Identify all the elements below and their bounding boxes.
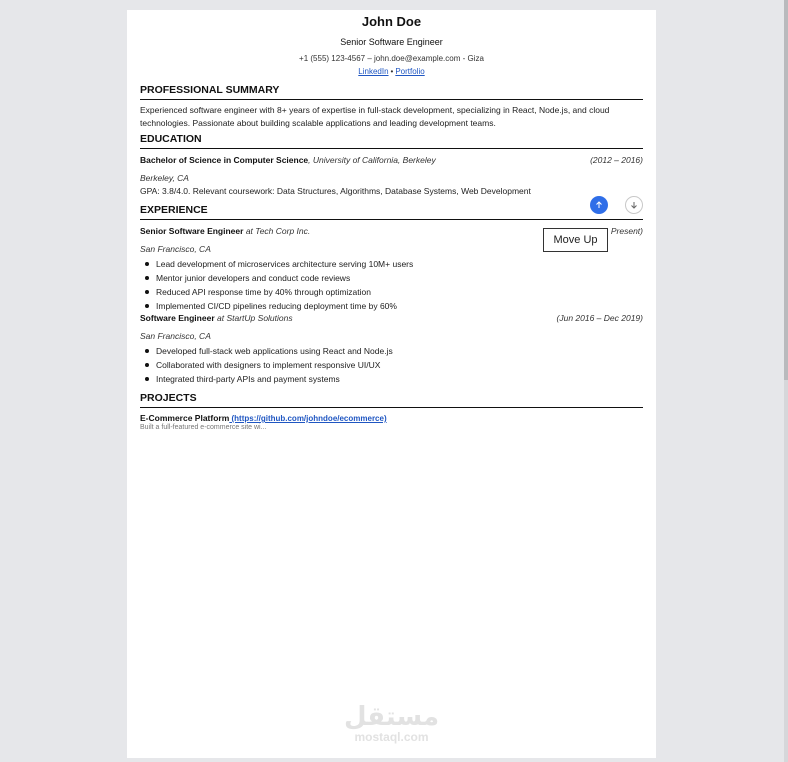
experience-heading	[140, 204, 643, 220]
job-title: Software Engineer	[140, 313, 215, 323]
education-heading: EDUCATION	[140, 133, 643, 149]
job-bullets	[140, 257, 643, 313]
job-header	[140, 313, 643, 323]
job-bullets	[140, 344, 643, 386]
project-link[interactable]: (https://github.com/johndoe/ecommerce)	[229, 414, 387, 423]
move-up-button[interactable]	[590, 196, 608, 214]
job-dates: (Jun 2016 – Dec 2019)	[556, 313, 643, 323]
watermark-logo	[127, 702, 656, 744]
link-separator: •	[390, 67, 394, 76]
summary-text: Experienced software engineer with 8+ years of expertise in full-stack development, specializing in React, Node.js, and cloud technologies. Passionate about building scalable applications and leading development teams.	[140, 105, 610, 128]
education-degree: Bachelor of Science in Computer Science	[140, 155, 309, 165]
education-location: Berkeley, CA	[140, 173, 189, 183]
watermark-arabic: مستقل	[343, 702, 440, 732]
resume-name: John Doe	[361, 14, 422, 29]
job-location: San Francisco, CA	[140, 244, 211, 254]
bullet-item: Integrated third-party APIs and payment systems	[140, 372, 643, 386]
education-details: GPA: 3.8/4.0. Relevant coursework: Data Structures, Algorithms, Database Systems, Web Development	[140, 186, 531, 196]
resume-page	[127, 10, 656, 758]
profile-links	[140, 67, 643, 76]
resume-job-title: Senior Software Engineer	[340, 37, 443, 47]
arrow-up-icon	[595, 201, 603, 209]
linkedin-link[interactable]: LinkedIn	[358, 67, 389, 76]
project-item	[140, 413, 643, 423]
portfolio-link[interactable]: Portfolio	[395, 67, 425, 76]
arrow-down-icon	[630, 201, 638, 209]
bullet-item: Lead development of microservices architecture serving 10M+ users	[140, 257, 643, 271]
job-company: at Tech Corp Inc.	[245, 226, 311, 236]
scrollbar-thumb[interactable]	[784, 0, 788, 380]
scrollbar[interactable]	[784, 0, 788, 762]
experience-item	[140, 313, 643, 386]
contact-line: +1 (555) 123-4567 – john.doe@example.com - Giza	[299, 54, 484, 63]
job-dates: Present)	[610, 226, 643, 236]
bullet-item: Collaborated with designers to implement responsive UI/UX	[140, 358, 643, 372]
job-title: Senior Software Engineer	[140, 226, 244, 236]
bullet-item: Mentor junior developers and conduct code reviews	[140, 271, 643, 285]
bullet-item: Reduced API response time by 40% through optimization	[140, 285, 643, 299]
project-description: Built a full-featured e-commerce site wi...	[140, 424, 267, 431]
education-entry-header	[140, 155, 643, 165]
watermark-latin: mostaql.com	[354, 730, 429, 744]
experience-heading-label: EXPERIENCE	[140, 204, 208, 216]
projects-heading: PROJECTS	[140, 392, 643, 408]
bullet-item: Implemented CI/CD pipelines reducing deployment time by 60%	[140, 299, 643, 313]
job-location: San Francisco, CA	[140, 331, 211, 341]
summary-heading: PROFESSIONAL SUMMARY	[140, 84, 643, 100]
move-up-tooltip: Move Up	[543, 228, 608, 252]
job-company: at StartUp Solutions	[217, 313, 293, 323]
education-dates: (2012 – 2016)	[590, 155, 643, 165]
bullet-item: Developed full-stack web applications using React and Node.js	[140, 344, 643, 358]
education-school: , University of California, Berkeley	[308, 155, 436, 165]
move-down-button[interactable]	[625, 196, 643, 214]
project-name: E-Commerce Platform	[140, 413, 230, 423]
